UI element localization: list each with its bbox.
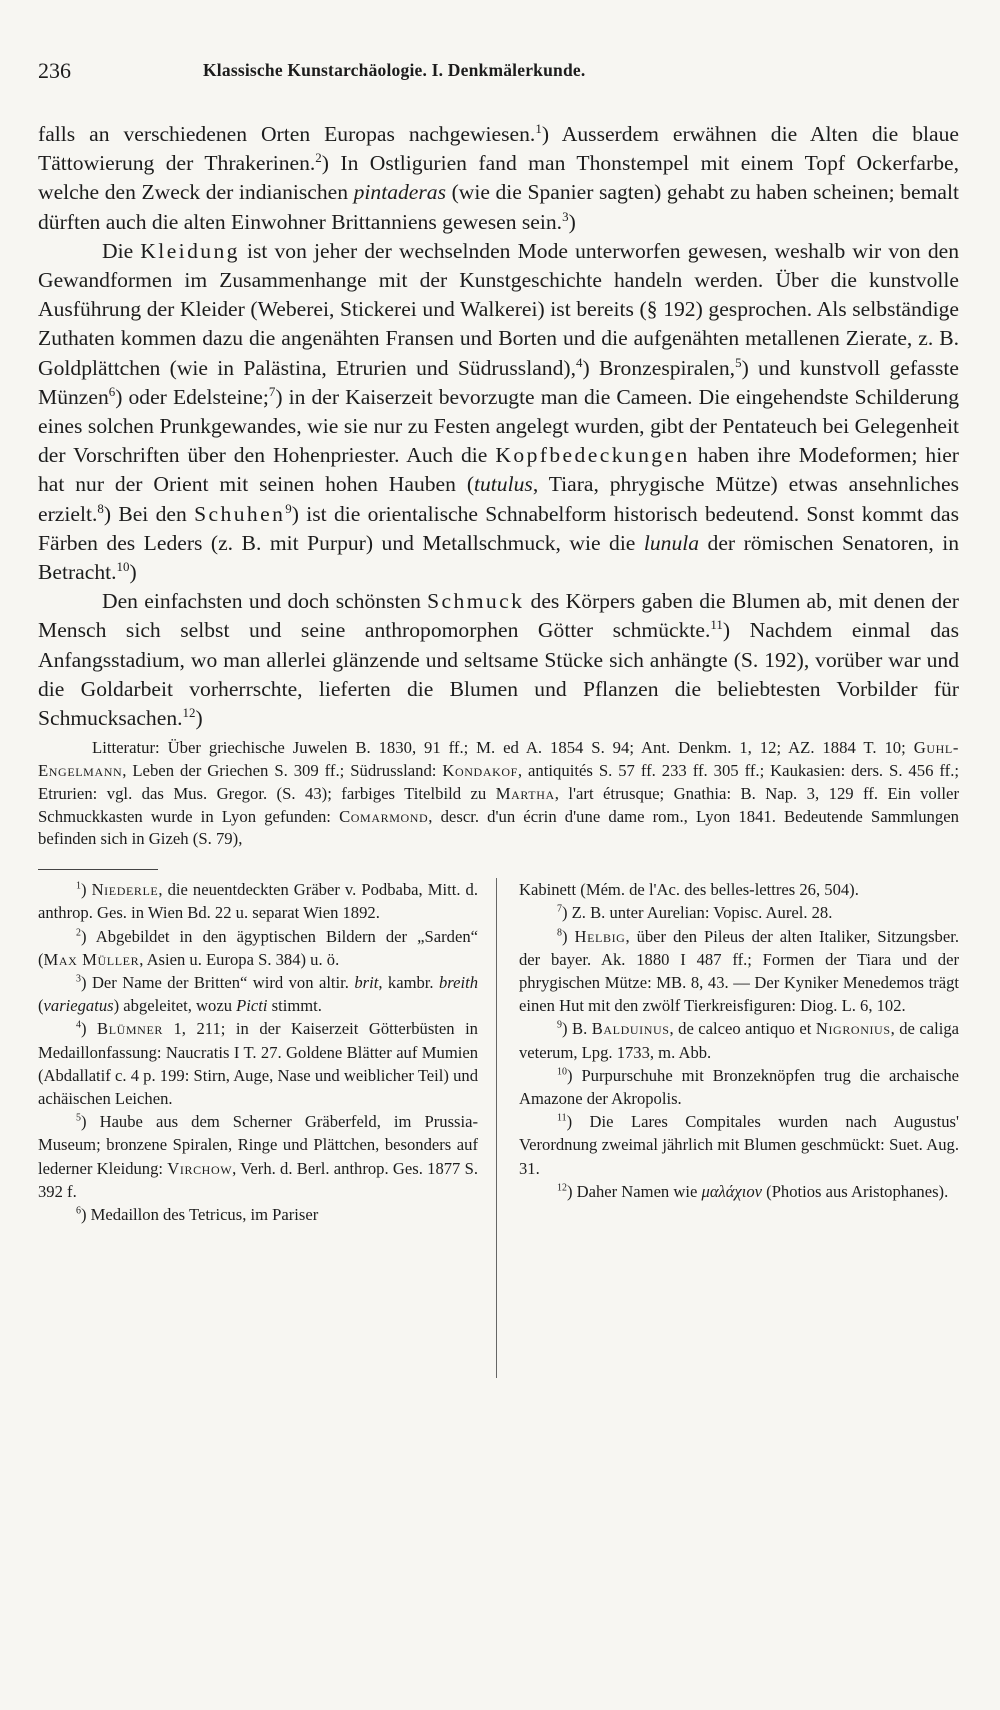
- column-divider: [496, 878, 497, 1378]
- footnote-12: $^{12}$) Daher Namen wie μαλάχιον (Photios aus Aristophanes).: [557, 1181, 949, 1201]
- running-title: Klassische Kunstarchäologie. I. Denkmälerkunde.: [203, 60, 586, 80]
- footnote-2: $^2$) Abgebildet in den ägyptischen Bildern der „Sarden“ (Max Müller, Asien u. Europa S. 384) u. ö.: [38, 926, 478, 969]
- footnotes-right-column: [519, 878, 959, 1226]
- footnote-11: $^{11}$) Die Lares Compitales wurden nach Augustus' Verordnung zweimal jährlich mit Blumen geschmückt: Suet. Aug. 31.: [519, 1112, 959, 1178]
- footnote-6-continued: Kabinett (Mém. de l'Ac. des belles-lettres 26, 504).: [519, 880, 859, 900]
- footnote-4: $^4$) Blümner 1, 211; in der Kaiserzeit Götterbüsten in Medaillonfassung: Naucratis I T. 27. Goldene Blätter auf Mumien (Abdallatif c. 4 p. 199: Stirn, Auge, Nase und weiblicher Teil) und achäischen Leichen.: [38, 1019, 478, 1109]
- page-number: 236: [38, 58, 71, 83]
- footnote-5: $^5$) Haube aus dem Scherner Gräberfeld, im Prussia-Museum; bronzene Spiralen, Ringe und Plättchen, besonders auf lederner Kleidung: Virchow, Verh. d. Berl. anthrop. Ges. 1877 S. 392 f.: [38, 1112, 479, 1201]
- footnote-10: $^{10}$) Purpurschuhe mit Bronzeknöpfen trug die archaische Amazone der Akropolis.: [519, 1065, 959, 1109]
- footnote-8: $^8$) Helbig, über den Pileus der alten Italiker, Sitzungsber. der bayer. Ak. 1880 I 487 ff.; Formen der Tiara und der phrygischen Mütze: MB. 8, 43. — Der Kyniker Menedemos trägt einen Hut mit den zwölf Tierkreisfiguren: Diog. L. 6, 102.: [519, 926, 959, 1016]
- footnotes-left-column: [38, 878, 478, 1226]
- paragraph-clothing: Die Kleidung ist von jeher der wechselnden Mode unterworfen gewesen, weshalb wir von den Gewandformen im Zusammenhange mit der Kunstgeschichte handeln werden. Über die kunstvolle Ausführung der Kleider (Weberei, Stickerei und Walkerei) ist bereits (§ 192) gesprochen. Als selbständige Zuthaten kommen dazu die angenähten Fransen und Borten und die aufgenähten metallenen Zierate, z. B. Goldplättchen (wie in Palästina, Etrurien und Südrussland),$^4$) Bronzespiralen,$^5$) und kunstvoll gefasste Münzen$^6$) oder Edelsteine;$^7$) in der Kaiserzeit bevorzugte man die Cameen. Die eingehendste Schilderung eines solchen Prunkgewandes, wie sie nur zu Festen angelegt wurden, gibt der Pentateuch bei Gelegenheit der Vorschriften über den Hohenpriester. Auch die Kopfbedeckungen haben ihre Modeformen; hier hat nur der Orient mit seinen hohen Hauben (tutulus, Tiara, phrygische Mütze) etwas ansehnliches erzielt.$^8$) Bei den Schuhen$^9$) ist die orientalische Schnabelform historisch bedeutend. Sonst kommt das Färben des Leders (z. B. mit Purpur) und Metallschmuck, wie die lunula der römischen Senatoren, in Betracht.$^{10}$): [38, 238, 960, 585]
- footnote-7: $^7$) Z. B. unter Aurelian: Vopisc. Aurel. 28.: [557, 903, 833, 923]
- main-text: [38, 120, 959, 733]
- literature-paragraph: Litteratur: Über griechische Juwelen B. 1830, 91 ff.; M. ed A. 1854 S. 94; Ant. Denkm. 1, 12; AZ. 1884 T. 10; Guhl-Engelmann, Leben der Griechen S. 309 ff.; Südrussland: Kondakof, antiquités S. 57 ff. 233 ff. 305 ff.; Kaukasien: ders. S. 456 ff.; Etrurien: vgl. das Mus. Gregor. (S. 43); farbiges Titelbild zu Martha, l'art étrusque; Gnathia: B. Nap. 3, 129 ff. Ein voller Schmuckkasten wurde in Lyon gefunden: Comarmond, descr. d'un écrin d'une dame rom., Lyon 1841. Bedeutende Sammlungen befinden sich in Gizeh (S. 79),: [38, 738, 960, 849]
- paragraph-tattooing: falls an verschiedenen Orten Europas nachgewiesen.$^1$) Ausserdem erwähnen die Alten die blaue Tättowierung der Thrakerinen.$^2$) In Ostligurien fand man Thonstempel mit einem Topf Ockerfarbe, welche den Zweck der indianischen pintaderas (wie die Spanier sagten) gehabt zu haben scheinen; bemalt dürften auch die alten Einwohner Brittanniens gewesen sein.$^3$): [38, 120, 959, 234]
- footnote-separator: [38, 869, 158, 870]
- footnote-1: $^1$) Niederle, die neuentdeckten Gräber v. Podbaba, Mitt. d. anthrop. Ges. in Wien Bd. 22 u. separat Wien 1892.: [38, 880, 478, 923]
- footnote-3: $^3$) Der Name der Britten“ wird von altir. brit, kambr. breith (variegatus) abgeleitet, wozu Picti stimmt.: [38, 973, 478, 1016]
- footnote-6: $^6$) Medaillon des Tetricus, im Pariser: [76, 1205, 319, 1225]
- footnote-9: $^9$) B. Balduinus, de calceo antiquo et Nigronius, de caliga veterum, Lpg. 1733, m. Abb.: [519, 1019, 959, 1062]
- page-header: [38, 58, 958, 98]
- paragraph-jewellery: Den einfachsten und doch schönsten Schmuck des Körpers gaben die Blumen ab, mit denen der Mensch sich selbst und seine anthropomorphen Götter schmückte.$^{11}$) Nachdem einmal das Anfangsstadium, wo man allerlei glänzende und seltsame Stücke sich anhängte (S. 192), vorüber war und die Goldarbeit vorherrschte, lieferten die Blumen und Pflanzen die beliebtesten Vorbilder für Schmucksachen.$^{12}$): [38, 589, 960, 731]
- footnotes: [38, 878, 959, 1226]
